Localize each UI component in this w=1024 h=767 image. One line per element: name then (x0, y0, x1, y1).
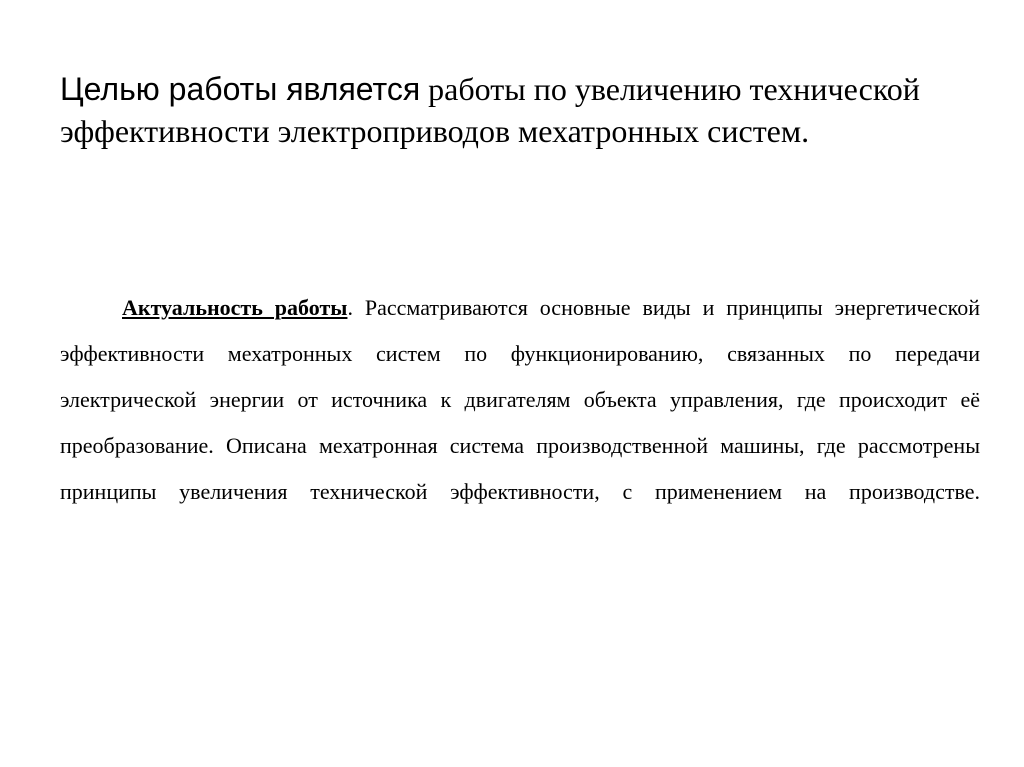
body-paragraph (60, 285, 980, 515)
paragraph-subhead: Актуальность работы (122, 295, 348, 320)
heading-rest: работы по увеличению технической эффективности электроприводов мехатронных систем. (60, 71, 920, 149)
slide-heading (60, 68, 960, 152)
heading-lead: Целью работы является (60, 71, 421, 107)
paragraph-body: Рассматриваются основные виды и принципы энергетической эффективности мехатронных систем по функционированию, связанных по передачи электрической энергии от источника к двигателям объекта управления, где происходит её преобразование. Описана мехатронная система производственной машины, где рассмотрены принципы увеличения технической эффективности, с применением на производстве. (60, 295, 981, 504)
subhead-punctuation: . (347, 295, 353, 320)
